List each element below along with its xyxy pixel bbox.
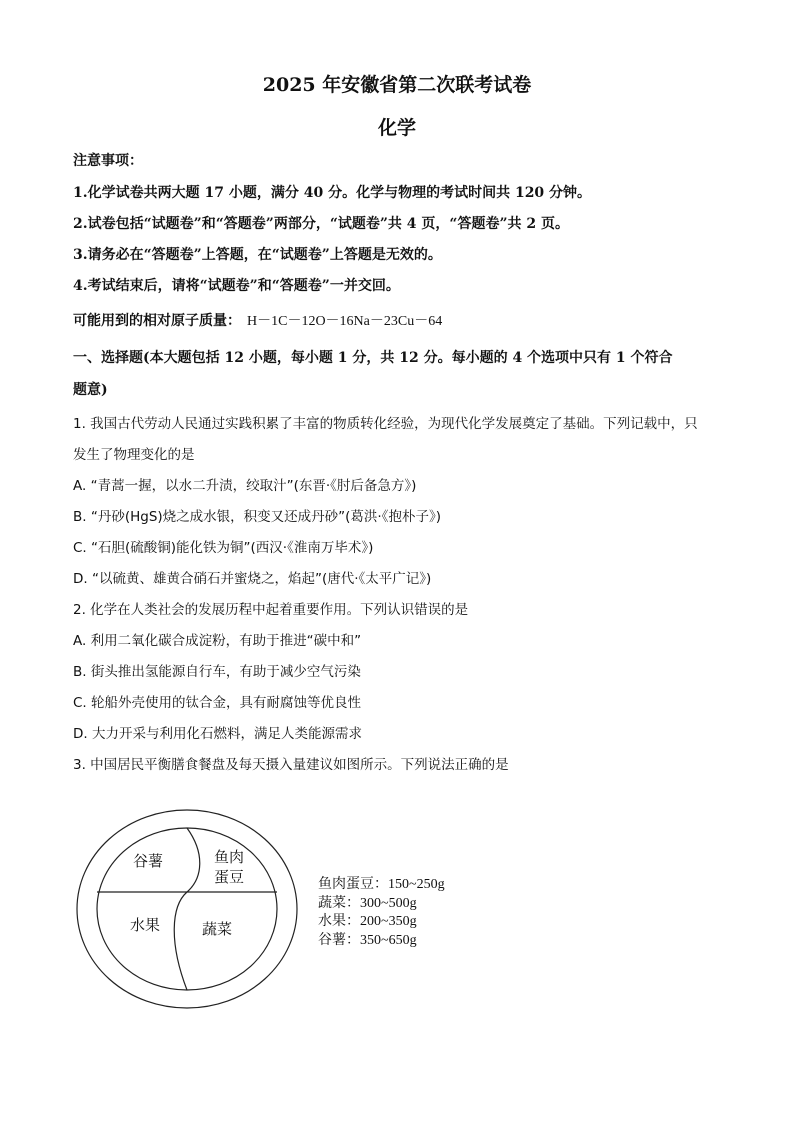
plate-label-grains: 谷薯 <box>133 852 164 870</box>
atomic-mass-label: 可能用到的相对原子质量： <box>73 313 241 329</box>
q1-stem-line-2: 发生了物理变化的是 <box>73 447 195 463</box>
q1-stem-line-1: 1. 我国古代劳动人民通过实践积累了丰富的物质转化经验，为现代化学发展奠定了基础。下列记载中，只 <box>73 416 698 432</box>
plate-label-vegetables: 蔬菜 <box>202 920 233 938</box>
subject-title: 化学 <box>377 117 416 139</box>
q1-option-d: D. “以硫黄、雄黄合硝石并蜜烧之，焰起”(唐代·《太平广记》) <box>73 571 432 587</box>
exam-title: 2025 年安徽省第二次联考试卷 <box>262 74 532 96</box>
q2-option-c: C. 轮船外壳使用的钛合金，具有耐腐蚀等优良性 <box>73 695 362 711</box>
q1-option-c: C. “石胆(硫酸铜)能化铁为铜”(西汉·《淮南万毕术》) <box>73 540 374 556</box>
legend-fish-egg-bean: 鱼肉蛋豆：150~250g <box>318 877 445 892</box>
plate-curved-divider <box>174 828 200 990</box>
plate-label-fruit: 水果 <box>130 916 161 934</box>
section-heading-line-2: 题意) <box>73 382 108 398</box>
section-heading-line-1: 一、选择题(本大题包括 12 小题，每小题 1 分，共 12 分。每小题的 4 个选项中只有 1 个符合 <box>73 350 673 366</box>
plate-outer-ring <box>77 810 297 1008</box>
q2-option-a: A. 利用二氧化碳合成淀粉，有助于推进“碳中和” <box>73 633 362 649</box>
notice-item-2: 2.试卷包括“试题卷”和“答题卷”两部分，“试题卷”共 4 页，“答题卷”共 2 页。 <box>73 216 570 232</box>
legend-grains: 谷薯：350~650g <box>318 932 417 948</box>
q2-option-b: B. 街头推出氢能源自行车，有助于减少空气污染 <box>73 664 361 680</box>
legend-vegetables: 蔬菜：300~500g <box>318 895 417 911</box>
notice-item-3: 3.请务必在“答题卷”上答题，在“试题卷”上答题是无效的。 <box>73 247 442 263</box>
atomic-mass-line <box>73 310 734 330</box>
q1-option-a: A. “青蒿一握，以水二升渍，绞取汁”(东晋·《肘后备急方》) <box>73 478 417 494</box>
atomic-mass-values: H－1C－12O－16Na－23Cu－64 <box>247 314 443 329</box>
q2-option-d: D. 大力开采与利用化石燃料，满足人类能源需求 <box>73 726 362 742</box>
notice-item-4: 4.考试结束后，请将“试题卷”和“答题卷”一并交回。 <box>73 278 400 294</box>
plate-label-egg-bean: 蛋豆 <box>214 868 245 886</box>
notice-heading: 注意事项： <box>73 153 143 169</box>
legend-fruit: 水果：200~350g <box>318 914 417 929</box>
q2-stem: 2. 化学在人类社会的发展历程中起着重要作用。下列认识错误的是 <box>73 602 469 618</box>
q1-option-b: B. “丹砂(HgS)烧之成水银，积变又还成丹砂”(葛洪·《抱朴子》) <box>73 509 441 525</box>
plate-inner-ring <box>97 828 277 990</box>
plate-label-fish-meat: 鱼肉 <box>214 848 245 866</box>
notice-item-1: 1.化学试卷共两大题 17 小题，满分 40 分。化学与物理的考试时间共 120 分钟。 <box>73 185 592 201</box>
intake-legend <box>318 876 445 950</box>
q3-stem: 3. 中国居民平衡膳食餐盘及每天摄入量建议如图所示。下列说法正确的是 <box>73 757 509 773</box>
food-plate-diagram <box>75 808 299 1010</box>
